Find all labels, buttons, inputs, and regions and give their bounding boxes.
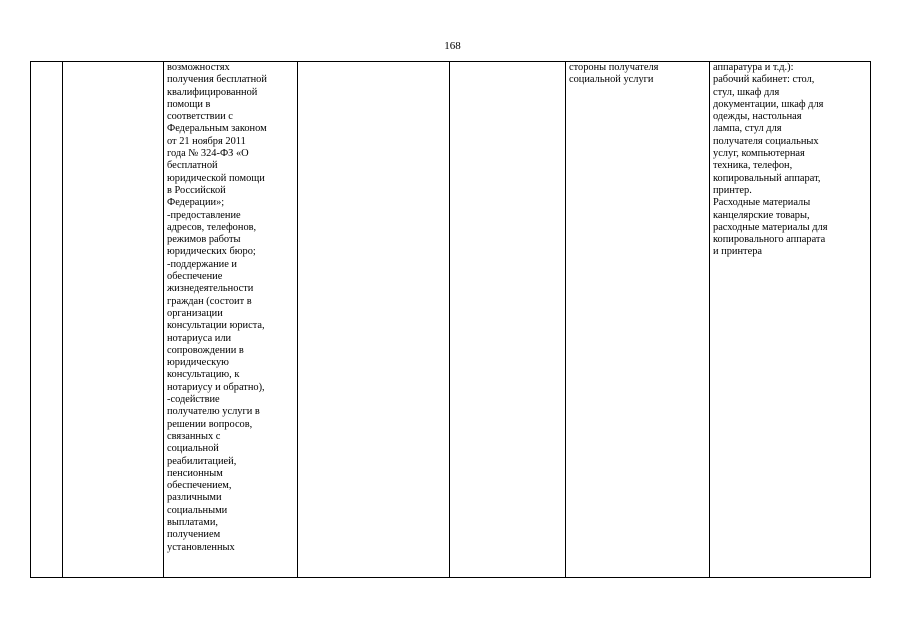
cell-text-line: решении вопросов,	[167, 418, 253, 430]
cell-text-line: установленных	[167, 541, 235, 553]
cell-text-line: от 21 ноября 2011	[167, 135, 246, 147]
cell-text-line: получателю услуги в	[167, 406, 260, 418]
cell-service-description	[164, 62, 298, 578]
table-row	[31, 62, 871, 578]
cell-text-line: жизнедеятельности	[167, 283, 254, 295]
cell-text-line: связанных с	[167, 430, 221, 442]
cell-text-line: документации, шкаф для	[713, 98, 824, 110]
cell-text-line: Федеральным законом	[167, 123, 267, 135]
cell-number	[31, 62, 63, 578]
cell-service-name	[63, 62, 164, 578]
cell-text-line: рабочий кабинет: стол,	[713, 74, 815, 86]
cell-text-line: получением	[167, 529, 221, 541]
cell-text-line: стороны получателя	[569, 62, 659, 73]
cell-text-line: копировальный аппарат,	[713, 172, 821, 184]
cell-text-line: лампа, стул для	[713, 123, 782, 135]
cell-text-line: расходные материалы для	[713, 221, 828, 233]
cell-service-conditions	[566, 62, 710, 578]
cell-text-line: адресов, телефонов,	[167, 221, 257, 233]
cell-text-line: режимов работы	[167, 234, 241, 246]
cell-text-line: различными	[167, 492, 222, 504]
cell-service-equipment	[710, 62, 871, 578]
cell-text-line: юридическую	[167, 357, 229, 369]
cell-text-line: года № 324-ФЗ «О	[167, 148, 249, 160]
cell-text-line: Расходные материалы	[713, 197, 811, 209]
cell-text-line: копировального аппарата	[713, 234, 826, 246]
cell-text-line: обеспечением,	[167, 480, 232, 492]
page-number: 168	[444, 40, 461, 52]
cell-text-line: помощи в	[167, 98, 211, 110]
cell-text-line: -содействие	[167, 394, 220, 406]
cell-text-line: в Российской	[167, 184, 226, 196]
cell-text-line: -поддержание и	[167, 258, 237, 270]
cell-text-line: аппаратура и т.д.):	[713, 62, 794, 73]
cell-text-line: консультацию, к	[167, 369, 240, 381]
cell-text-line: услуг, компьютерная	[713, 148, 805, 160]
cell-text-line: сопровождении в	[167, 344, 244, 356]
cell-text-line: принтер.	[713, 184, 752, 196]
cell-service-term	[298, 62, 450, 578]
cell-text-line: граждан (состоит в	[167, 295, 252, 307]
cell-service-rate	[450, 62, 566, 578]
cell-text-line: организации	[167, 307, 223, 319]
cell-text-line: нотариуса или	[167, 332, 232, 344]
cell-text-line: квалифицированной	[167, 86, 258, 98]
cell-text-line: юридических бюро;	[167, 246, 256, 258]
cell-text-line: канцелярские товары,	[713, 209, 810, 221]
cell-text-line: нотариусу и обратно),	[167, 381, 265, 393]
cell-text-line: техника, телефон,	[713, 160, 793, 172]
cell-text-line: реабилитацией,	[167, 455, 237, 467]
cell-text-line: социальными	[167, 504, 228, 516]
cell-text-line: одежды, настольная	[713, 111, 802, 123]
cell-text-line: социальной	[167, 443, 219, 455]
cell-text-line: Федерации»;	[167, 197, 225, 209]
services-table	[30, 61, 871, 578]
cell-text-line: юридической помощи	[167, 172, 265, 184]
cell-text-line: и принтера	[713, 246, 762, 258]
cell-text-line: получателя социальных	[713, 135, 819, 147]
cell-text-line: социальной услуги	[569, 74, 654, 86]
cell-text-line: получения бесплатной	[167, 74, 267, 86]
cell-text-line: соответствии с	[167, 111, 233, 123]
cell-text-line: бесплатной	[167, 160, 218, 172]
cell-text-line: обеспечение	[167, 271, 223, 283]
cell-text-line: стул, шкаф для	[713, 86, 780, 98]
cell-text-line: пенсионным	[167, 467, 223, 479]
cell-text-line: консультации юриста,	[167, 320, 265, 332]
cell-text-line: выплатами,	[167, 516, 218, 528]
cell-text-line: -предоставление	[167, 209, 241, 221]
cell-text-line: возможностях	[167, 62, 230, 73]
